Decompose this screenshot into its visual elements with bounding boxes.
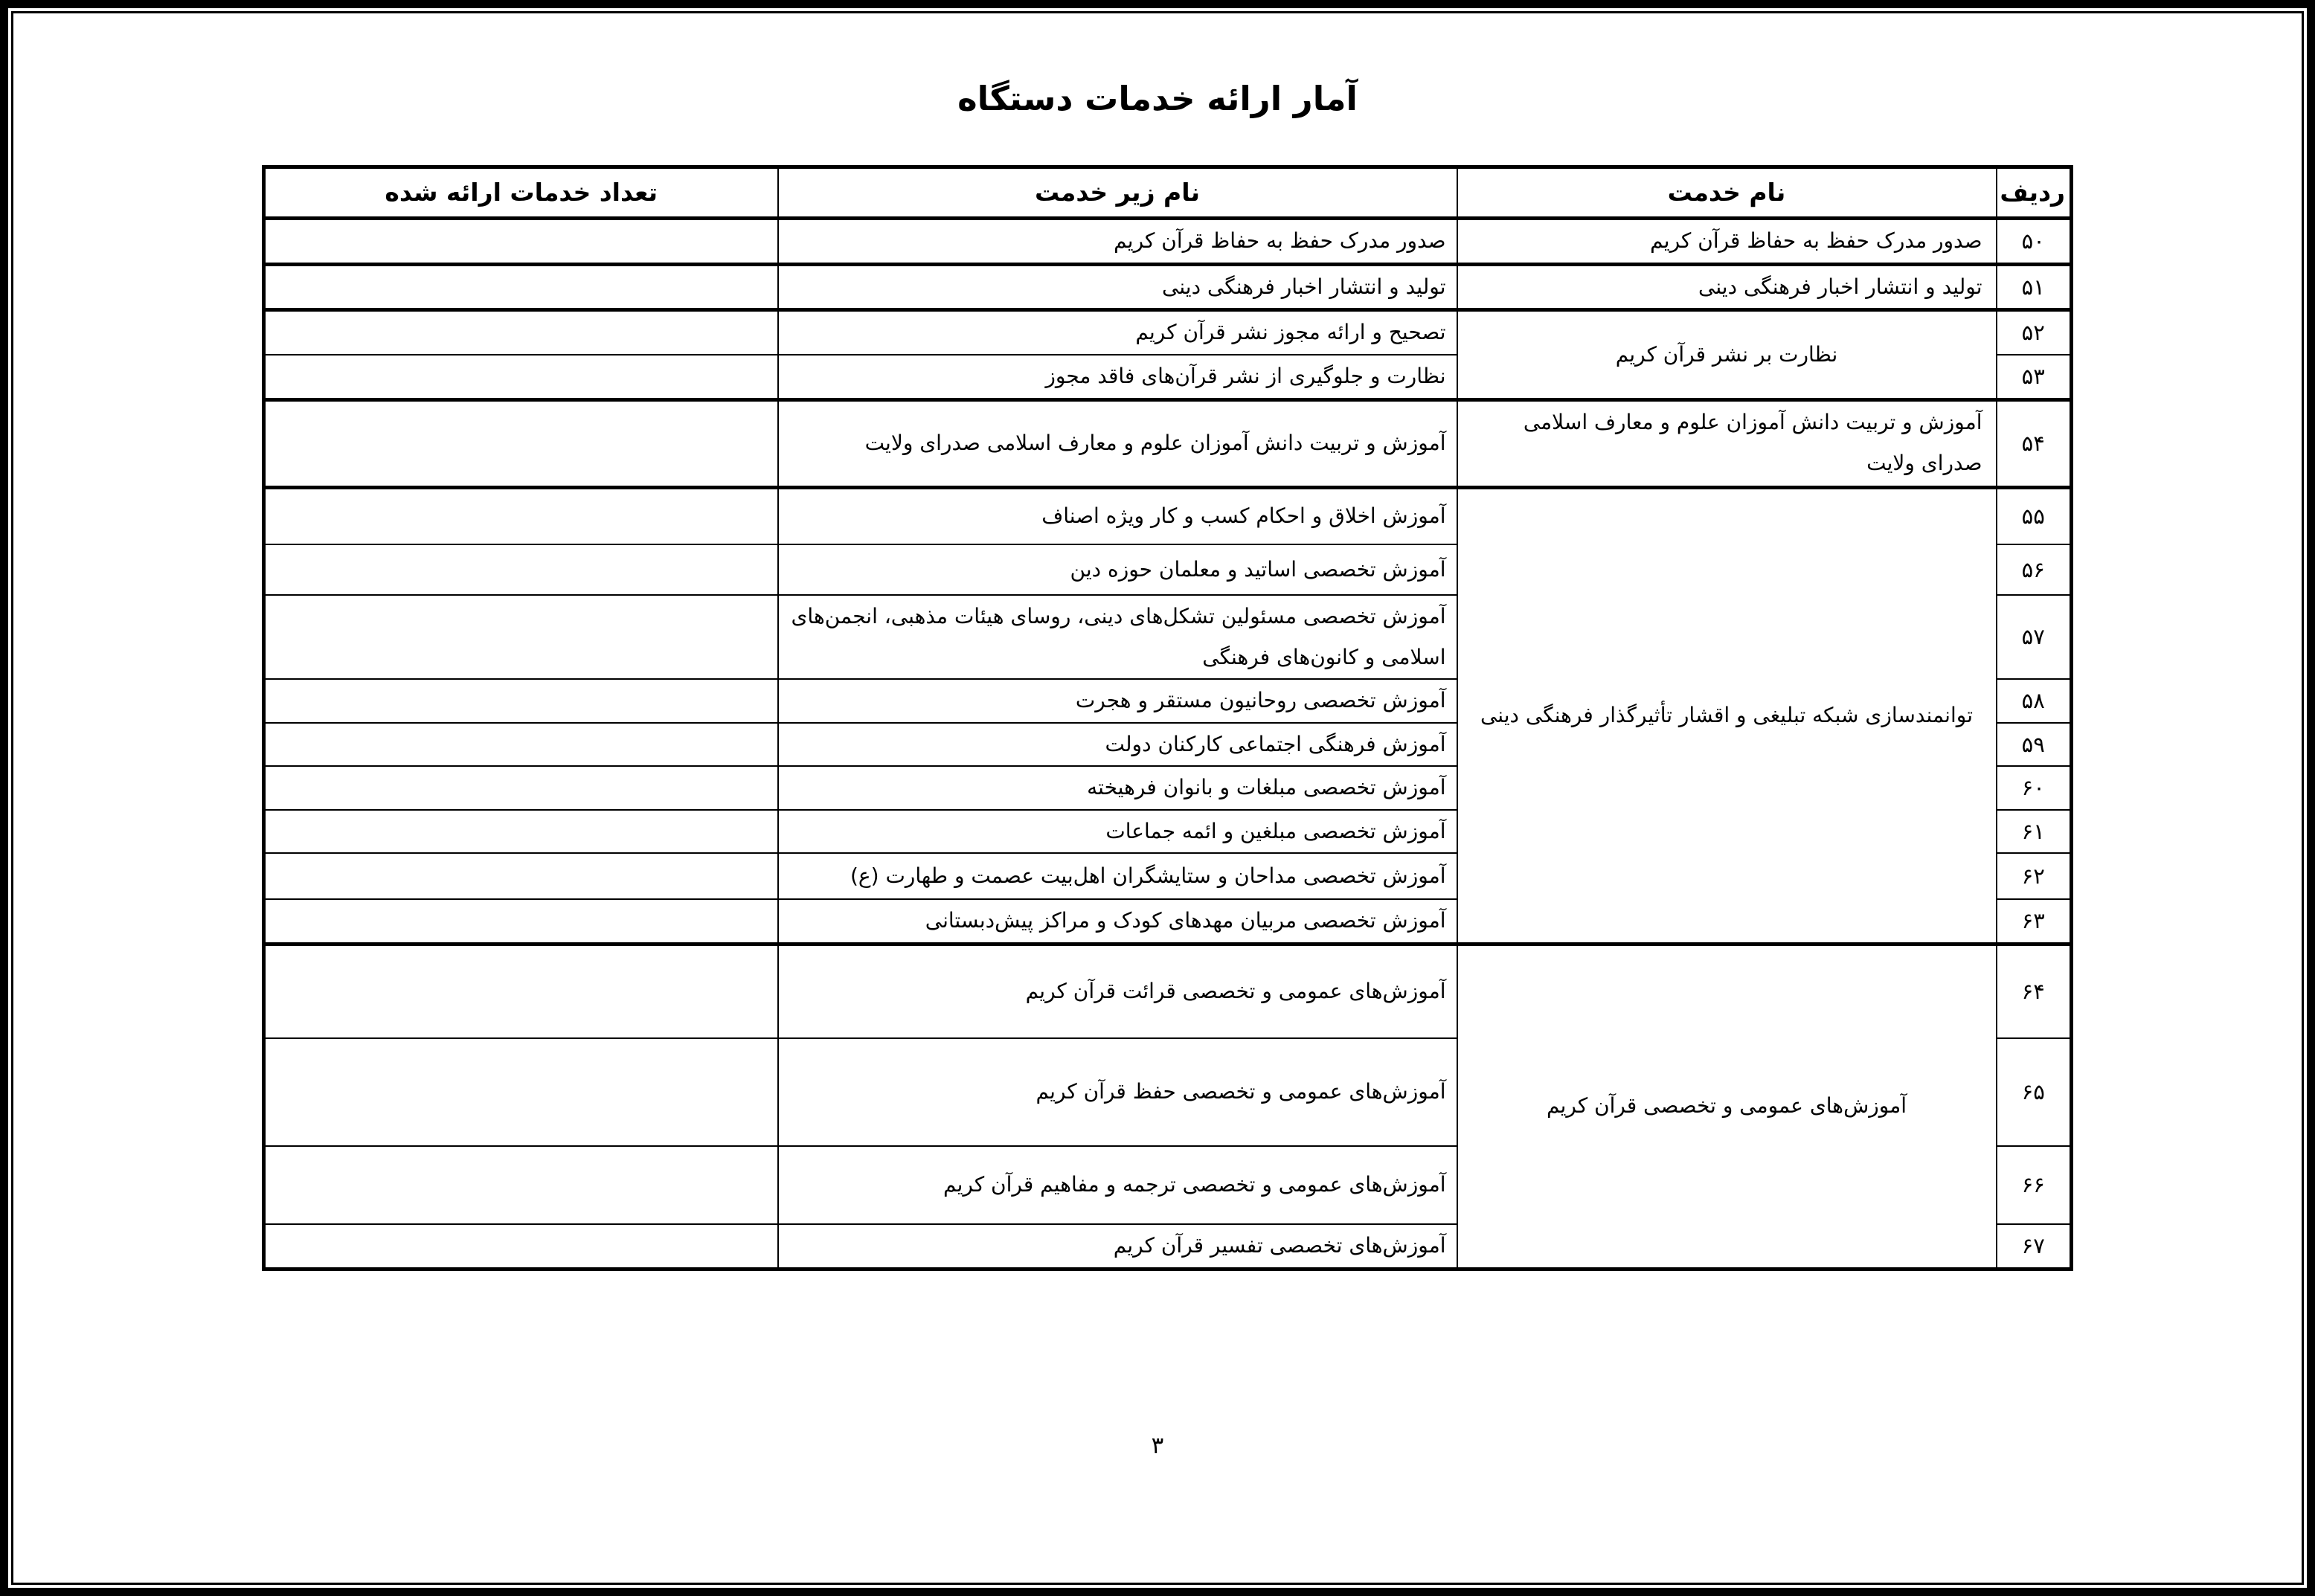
count-cell [264,264,778,310]
row-number-cell: ۶۵ [1997,1038,2072,1146]
count-cell [264,766,778,810]
page-title: آمار ارائه خدمات دستگاه [957,79,1358,118]
sub-service-cell: آموزش اخلاق و احکام کسب و کار ویژه اصناف [778,487,1457,544]
row-number-cell: ۵۹ [1997,723,2072,767]
row-number-cell: ۵۸ [1997,679,2072,723]
sub-service-cell: آموزش‌های تخصصی تفسیر قرآن کریم [778,1224,1457,1269]
count-cell [264,1224,778,1269]
row-number-cell: ۶۲ [1997,853,2072,899]
sub-service-cell: آموزش تخصصی روحانیون مستقر و هجرت [778,679,1457,723]
count-cell [264,853,778,899]
service-name-cell: نظارت بر نشر قرآن کریم [1457,310,1997,399]
sub-service-cell: آموزش تخصصی مبلغین و ائمه جماعات [778,810,1457,854]
count-cell [264,595,778,679]
row-number-cell: ۶۱ [1997,810,2072,854]
table-row [264,264,2072,310]
count-cell [264,810,778,854]
row-number-cell: ۵۷ [1997,595,2072,679]
row-number-cell: ۶۷ [1997,1224,2072,1269]
table-header-row [264,167,2072,219]
row-number-cell: ۵۳ [1997,355,2072,399]
sub-service-cell: آموزش تخصصی مسئولین تشکل‌های دینی، روسای هیئات مذهبی، انجمن‌های اسلامی و کانون‌های فرهنگی [778,595,1457,679]
sub-service-cell: آموزش تخصصی مداحان و ستایشگران اهل‌بیت عصمت و طهارت (ع) [778,853,1457,899]
sub-service-cell: آموزش‌های عمومی و تخصصی حفظ قرآن کریم [778,1038,1457,1146]
count-cell [264,1146,778,1224]
row-number-cell: ۵۲ [1997,310,2072,355]
row-number-cell: ۵۶ [1997,544,2072,595]
header-sub-service-name: نام زیر خدمت [778,167,1457,219]
count-cell [264,679,778,723]
sub-service-cell: آموزش فرهنگی اجتماعی کارکنان دولت [778,723,1457,767]
table-row [264,487,2072,544]
sub-service-cell: آموزش‌های عمومی و تخصصی قرائت قرآن کریم [778,944,1457,1038]
count-cell [264,944,778,1038]
sub-service-cell: آموزش تخصصی اساتید و معلمان حوزه دین [778,544,1457,595]
service-name-cell: آموزش‌های عمومی و تخصصی قرآن کریم [1457,944,1997,1269]
header-service-name: نام خدمت [1457,167,1997,219]
sub-service-cell: آموزش تخصصی مبلغات و بانوان فرهیخته [778,766,1457,810]
count-cell [264,487,778,544]
sub-service-cell: آموزش‌های عمومی و تخصصی ترجمه و مفاهیم قرآن کریم [778,1146,1457,1224]
services-table [262,165,2073,1271]
row-number-cell: ۵۵ [1997,487,2072,544]
count-cell [264,544,778,595]
row-number-cell: ۵۱ [1997,264,2072,310]
table-row [264,399,2072,487]
row-number-cell: ۶۰ [1997,766,2072,810]
sub-service-cell: آموزش و تربیت دانش آموزان علوم و معارف اسلامی صدرای ولایت [778,399,1457,487]
row-number-cell: ۵۴ [1997,399,2072,487]
sub-service-cell: آموزش تخصصی مربیان مهدهای کودک و مراکز پیش‌دبستانی [778,899,1457,944]
row-number-cell: ۵۰ [1997,219,2072,265]
service-name-cell: صدور مدرک حفظ به حفاظ قرآن کریم [1457,219,1997,265]
table-row [264,219,2072,265]
count-cell [264,399,778,487]
row-number-cell: ۶۶ [1997,1146,2072,1224]
sub-service-cell: نظارت و جلوگیری از نشر قرآن‌های فاقد مجوز [778,355,1457,399]
count-cell [264,355,778,399]
count-cell [264,899,778,944]
count-cell [264,219,778,265]
table-row [264,310,2072,355]
service-name-cell: تولید و انتشار اخبار فرهنگی دینی [1457,264,1997,310]
service-name-cell: توانمندسازی شبکه تبلیغی و اقشار تأثیرگذار فرهنگی دینی [1457,487,1997,944]
count-cell [264,310,778,355]
header-count: تعداد خدمات ارائه شده [264,167,778,219]
page-number: ۳ [1151,1432,1164,1459]
service-name-cell: آموزش و تربیت دانش آموزان علوم و معارف اسلامی صدرای ولایت [1457,399,1997,487]
row-number-cell: ۶۳ [1997,899,2072,944]
count-cell [264,1038,778,1146]
table-row [264,944,2072,1038]
sub-service-cell: تولید و انتشار اخبار فرهنگی دینی [778,264,1457,310]
header-row-number: ردیف [1997,167,2072,219]
count-cell [264,723,778,767]
row-number-cell: ۶۴ [1997,944,2072,1038]
sub-service-cell: صدور مدرک حفظ به حفاظ قرآن کریم [778,219,1457,265]
sub-service-cell: تصحیح و ارائه مجوز نشر قرآن کریم [778,310,1457,355]
